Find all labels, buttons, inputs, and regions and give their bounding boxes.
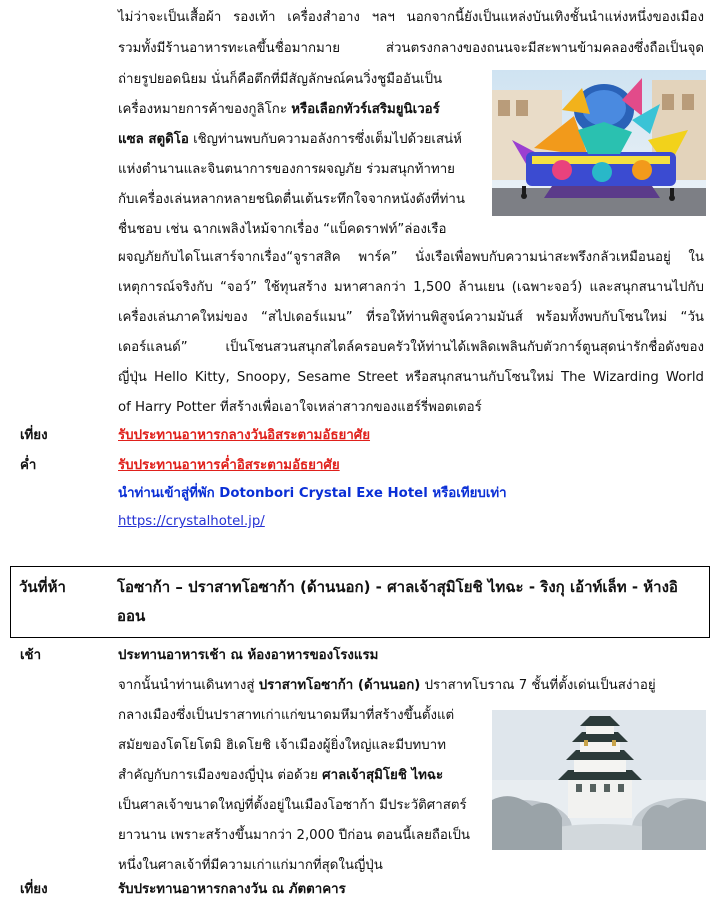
intro-line xyxy=(118,126,462,154)
castle-text: ปราสาทโบราณ 7 ชั้นที่ตั้งเด่นเป็นสง่าอยู่ xyxy=(420,678,656,693)
osaka-castle-image xyxy=(492,710,706,850)
intro-line: ชื่นชอบ เช่น ฉากเพลิงไหม้จากเรื่อง “แบ็คดราฟท์”ล่องเรือ xyxy=(118,222,447,237)
breakfast-text: ประทานอาหารเช้า ณ ห้องอาหารของโรงแรม xyxy=(118,648,379,663)
hotel-link[interactable]: https://crystalhotel.jp/ xyxy=(118,514,265,529)
dinner-label: ค่ำ xyxy=(20,458,37,473)
shrine-name-bold: ศาลเจ้าสุมิโยชิ ไทฉะ xyxy=(322,768,444,783)
intro-line: ญี่ปุ่น Hello Kitty, Snoopy, Sesame Street หรือสนุกสนานกับโซนใหม่ The Wizarding World xyxy=(118,370,704,385)
usj-name-bold: แซล สตูดิโอ xyxy=(118,132,189,147)
usj-option-bold: หรือเลือกทัวร์เสริมยูนิเวอร์ xyxy=(291,102,440,117)
intro-line: กับเครื่องเล่นหลากหลายชนิดตื่นเต้นระทึกใจจากหนังดังที่ท่าน xyxy=(118,192,465,207)
intro-line: เครื่องเล่นภาคใหม่ของ “สไปเดอร์แมน” ที่รอให้ท่านพิสูจน์ความมันส์ พร้อมทั้งพบกับโซนใหม่ “วัน xyxy=(118,310,704,325)
day-header-box xyxy=(10,566,710,638)
castle-line xyxy=(118,762,443,790)
castle-line: ยาวนาน เพราะสร้างขึ้นมากว่า 2,000 ปีก่อน ตอนนี้เลยถือเป็น xyxy=(118,828,470,843)
intro-line: ถ่ายรูปยอดนิยม นั่นก็คือตึกที่มีสัญลักษณ์คนวิ่งชูมืออันเป็น xyxy=(118,72,443,87)
parade-float-image xyxy=(492,70,706,216)
intro-text: เครื่องหมายการค้าของกูลิโกะ xyxy=(118,102,292,117)
castle-text: จากนั้นนำท่านเดินทางสู่ xyxy=(118,678,259,693)
intro-text: เชิญท่านพบกับความอลังการซึ่งเต็มไปด้วยเสน่ห์ xyxy=(188,132,462,147)
free-dinner-text: รับประทานอาหารค่ำอิสระตามอัธยาศัย xyxy=(118,458,340,473)
hotel-text: นำท่านเข้าสู่ที่พัก Dotonbori Crystal Exe Hotel หรือเทียบเท่า xyxy=(118,486,507,501)
day-label: วันที่ห้า xyxy=(19,578,66,596)
intro-line xyxy=(118,96,440,124)
castle-text: สำคัญกับการเมืองของญี่ปุ่น ต่อด้วย xyxy=(118,768,323,783)
morning-label: เช้า xyxy=(20,648,42,663)
osaka-castle-bold: ปราสาทโอซาก้า (ด้านนอก) xyxy=(258,678,421,693)
castle-line: หนึ่งในศาลเจ้าที่มีความเก่าแก่มากที่สุดในญี่ปุ่น xyxy=(118,858,383,873)
castle-line xyxy=(118,672,656,700)
intro-line: of Harry Potter ที่สร้างเพื่อเอาใจเหล่าสาวกของแฮร์รี่พอตเตอร์ xyxy=(118,400,482,415)
intro-line: ผจญภัยกับไดโนเสาร์จากเรื่อง“จูราสสิค พาร์ค” นั่งเรือเพื่อพบกับความน่าสะพรึงกลัวเหมือนอยู่ ใน xyxy=(118,250,704,265)
castle-line: เป็นศาลเจ้าขนาดใหญ่ที่ตั้งอยู่ในเมืองโอซาก้า มีประวัติศาสตร์ xyxy=(118,798,467,813)
castle-line: กลางเมืองซึ่งเป็นปราสาทเก่าแก่ขนาดมหึมาที่สร้างขึ้นตั้งแต่ xyxy=(118,708,455,723)
free-lunch-text: รับประทานอาหารกลางวันอิสระตามอัธยาศัย xyxy=(118,428,371,443)
intro-line: แห่งตำนานและจินตนาการของการผจญภัย ร่วมสนุกท้าทาย xyxy=(118,162,455,177)
intro-line: เดอร์แลนด์” เป็นโซนสวนสนุกสไตล์ครอบครัวให้ท่านได้เพลิดเพลินกับตัวการ์ตูนสุดน่ารักชื่อดังของ xyxy=(118,340,704,355)
day-title: โอซาก้า – ปราสาทโอซาก้า (ด้านนอก) - ศาลเจ้าสุมิโยชิ ไทฉะ - ริงกุ เอ้าท์เล็ท - ห้างอิออน xyxy=(117,578,678,625)
lunch-restaurant-text: รับประทานอาหารกลางวัน ณ ภัตตาคาร xyxy=(118,882,346,897)
intro-line: เหตุการณ์จริงกับ “จอว์” ใช้ทุนสร้าง มหาศาลกว่า 1,500 ล้านเยน (เฉพาะจอว์) และสนุกสนานไปกับ xyxy=(118,280,704,295)
lunch-label: เที่ยง xyxy=(20,428,48,443)
intro-line: ไม่ว่าจะเป็นเสื้อผ้า รองเท้า เครื่องสำอาง ฯลฯ นอกจากนี้ยังเป็นแหล่งบันเทิงชั้นนำแห่งหนึ่งของเมือง xyxy=(118,10,704,25)
castle-line: สมัยของโตโยโตมิ ฮิเดโยชิ เจ้าเมืองผู้ยิ่งใหญ่และมีบทบาท xyxy=(118,738,446,753)
intro-line: รวมทั้งมีร้านอาหารทะเลขึ้นชื่อมากมาย ส่วนตรงกลางของถนนจะมีสะพานข้ามคลองซึ่งถือเป็นจุด xyxy=(118,41,704,56)
lunch-label: เที่ยง xyxy=(20,882,48,897)
